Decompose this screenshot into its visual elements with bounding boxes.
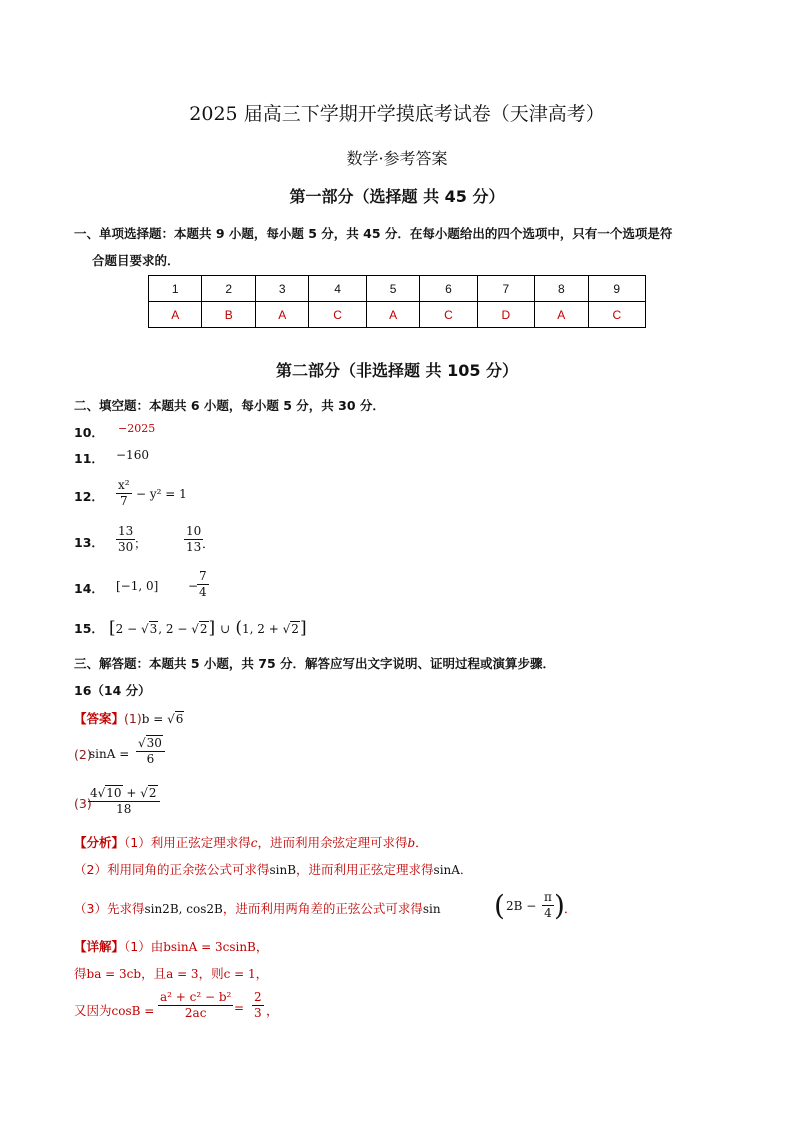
q15-mid: , 2 −: [158, 622, 192, 636]
detail-2-b: ，且: [141, 966, 167, 981]
detail-2-a: 得: [74, 966, 87, 981]
analysis-line2: [74, 860, 472, 878]
q15-part1: 2 −: [115, 622, 141, 636]
answer-cell: A: [535, 302, 588, 328]
q13-a-denominator: 30: [118, 540, 134, 554]
analysis-3-pi: π: [544, 890, 552, 904]
q13-end: ．: [202, 536, 215, 551]
question-number-cell: 2: [202, 276, 255, 302]
q11-number: 11．: [74, 451, 104, 466]
answer-cell: A: [255, 302, 308, 328]
q10-answer: −2025: [118, 422, 156, 435]
q15-root2: 2: [199, 622, 208, 636]
answer-3-root2: 2: [148, 786, 157, 800]
answer-table-answer-row: [149, 302, 646, 328]
answer-2-root: 30: [146, 736, 162, 750]
q14-b-sign: −: [188, 579, 199, 593]
q15-union: ∪: [220, 622, 231, 636]
answer-cell: A: [149, 302, 202, 328]
answer-3-coef: 4: [90, 786, 98, 800]
q11-answer: −160: [116, 448, 149, 462]
q12-rest: − y² = 1: [136, 487, 187, 501]
detail-2-m3: c = 1: [223, 967, 256, 981]
q13-separator: ；: [134, 536, 147, 551]
fill-in-heading: 二、填空题：本题共 6 小题，每小题 5 分，共 30 分．: [74, 398, 385, 413]
answer-1-text: b =: [141, 712, 168, 726]
analysis-2-sinA: sinA: [433, 863, 460, 877]
detail-line2: [74, 964, 268, 982]
q14-answer-a: [−1, 0]: [116, 579, 159, 593]
question-number-cell: 9: [588, 276, 645, 302]
analysis-1-text: （1）利用正弦定理求得: [124, 835, 251, 850]
q15-part2: 1, 2 +: [242, 622, 283, 636]
detail-3-fraction: [158, 990, 233, 1021]
detail-2-m1: ba = 3cb: [86, 967, 142, 981]
question-number-cell: 6: [420, 276, 477, 302]
analysis-2-sinB: sinB: [269, 863, 297, 877]
detail-2-m2: a = 3: [166, 967, 199, 981]
answer-1-root: 6: [175, 712, 184, 726]
q13-number: 13．: [74, 535, 104, 550]
answer-3-denominator: 18: [116, 802, 132, 816]
q13-answer-a: [116, 524, 135, 555]
part1-title: 第一部分（选择题 共 45 分）: [289, 187, 505, 206]
analysis-1-b: b: [407, 836, 416, 850]
analysis-2-mid: ，进而利用正弦定理求得: [296, 862, 434, 877]
q15-number: 15．: [74, 621, 104, 636]
answer-subtitle: 数学·参考答案: [346, 149, 448, 168]
q14-answer-b: [197, 569, 209, 600]
answer-table: [148, 275, 646, 328]
answer-2-denominator: 6: [146, 752, 155, 766]
q16-heading: 16（14 分）: [74, 683, 151, 698]
analysis-tag: 【分析】: [74, 835, 125, 850]
q11-row: [74, 448, 149, 467]
q12-fraction-numerator: x²: [118, 478, 130, 492]
answer-cell: C: [588, 302, 645, 328]
q13-answer-b: [184, 524, 203, 555]
answer-cell: D: [477, 302, 534, 328]
q16-answer-line1: 【答案】(1)b = √6: [74, 711, 184, 726]
detail-3-result-num: 2: [254, 990, 262, 1004]
answer-3-root1: 10: [106, 786, 122, 800]
question-number-cell: 7: [477, 276, 534, 302]
detail-line1: [74, 937, 268, 955]
answer-cell: B: [202, 302, 255, 328]
detail-2-d: ，: [255, 966, 269, 981]
question-number-cell: 4: [309, 276, 366, 302]
part1-instruction-line1: 一、单项选择题：本题共 9 小题，每小题 5 分，共 45 分．在每小题给出的四个选项中，只有一个选项是符: [74, 226, 673, 241]
q10-row: [74, 422, 156, 441]
solve-heading: 三、解答题：本题共 5 小题，共 75 分．解答应写出文字说明、证明过程或演算步骤．: [74, 656, 556, 671]
detail-tag: 【详解】: [74, 939, 125, 954]
analysis-3-inner: 2B −: [506, 899, 537, 913]
q14-b-numerator: 7: [199, 569, 207, 583]
q14-b-denominator: 4: [199, 585, 207, 599]
q12-fraction: [116, 478, 132, 509]
answer-2-pre: sinA =: [89, 747, 130, 761]
detail-3-cosB: cosB =: [111, 1004, 155, 1018]
answer-tag: 【答案】: [74, 711, 125, 726]
question-number-cell: 1: [149, 276, 202, 302]
question-number-cell: 3: [255, 276, 308, 302]
detail-3-eq: =: [234, 1001, 245, 1015]
detail-3-result-den: 3: [254, 1006, 262, 1020]
question-number-cell: 5: [366, 276, 419, 302]
analysis-2-end: ．: [459, 862, 473, 877]
part2-title: 第二部分（非选择题 共 105 分）: [275, 361, 519, 380]
answer-3-plus: +: [122, 786, 141, 800]
answer-cell: C: [309, 302, 366, 328]
q12-number: 12．: [74, 489, 104, 504]
q13-a-numerator: 13: [118, 524, 134, 538]
answer-2-label: (2): [74, 747, 92, 762]
analysis-3-mid: ，进而利用两角差的正弦公式可求得: [222, 901, 423, 916]
analysis-line1: [74, 833, 428, 851]
analysis-1-mid: ，进而利用余弦定理可求得: [257, 835, 408, 850]
detail-3-denominator: 2ac: [184, 1006, 207, 1020]
analysis-3-formula: sin2B, cos2B: [144, 902, 223, 916]
analysis-3-pi-fraction: [542, 890, 554, 921]
question-number-cell: 8: [535, 276, 588, 302]
detail-1-formula: bsinA = 3csinB: [163, 940, 256, 954]
q14-number: 14．: [74, 581, 104, 596]
q15-root3: 2: [291, 622, 299, 636]
answer-2-fraction: $\frac{√30}{6}$: [136, 736, 165, 767]
q13-b-denominator: 13: [186, 540, 202, 554]
q13-b-numerator: 10: [186, 524, 202, 538]
detail-3-result: [252, 990, 264, 1021]
answer-cell: A: [366, 302, 419, 328]
detail-1-text: （1）由: [124, 939, 164, 954]
exam-title: 2025 届高三下学期开学摸底考试卷（天津高考）: [189, 103, 605, 125]
analysis-3-four: 4: [544, 906, 552, 920]
q10-number: 10．: [74, 425, 104, 440]
detail-1-end: ，: [255, 939, 269, 954]
analysis-2-text: （2）利用同角的正余弦公式可求得: [74, 862, 270, 877]
answer-3-label: (3): [74, 796, 92, 811]
analysis-3-end: ．: [564, 901, 577, 916]
detail-3-a: 又因为: [74, 1003, 112, 1018]
detail-3-end: ，: [266, 1003, 279, 1018]
analysis-1-end: ．: [415, 835, 428, 850]
analysis-3-sin: sin: [422, 902, 441, 916]
answer-cell: C: [420, 302, 477, 328]
q12-fraction-denominator: 7: [119, 494, 128, 508]
analysis-1-c: c: [250, 836, 258, 850]
analysis-3-text: （3）先求得: [74, 901, 145, 916]
part1-instruction-line2: 合题目要求的．: [92, 253, 180, 268]
answer-table-number-row: [149, 276, 646, 302]
answer-1-label: (1): [124, 711, 142, 726]
answer-3-fraction: $\frac{4√10 + √2}{18}$: [88, 786, 160, 817]
detail-3-numerator: a² + c² − b²: [160, 990, 232, 1004]
q15-root1: 3: [149, 622, 158, 636]
q15-row: 15． [2 − √3, 2 − √2] ∪ (1, 2 + √2]: [74, 618, 307, 638]
detail-2-c: ，则: [198, 966, 224, 981]
